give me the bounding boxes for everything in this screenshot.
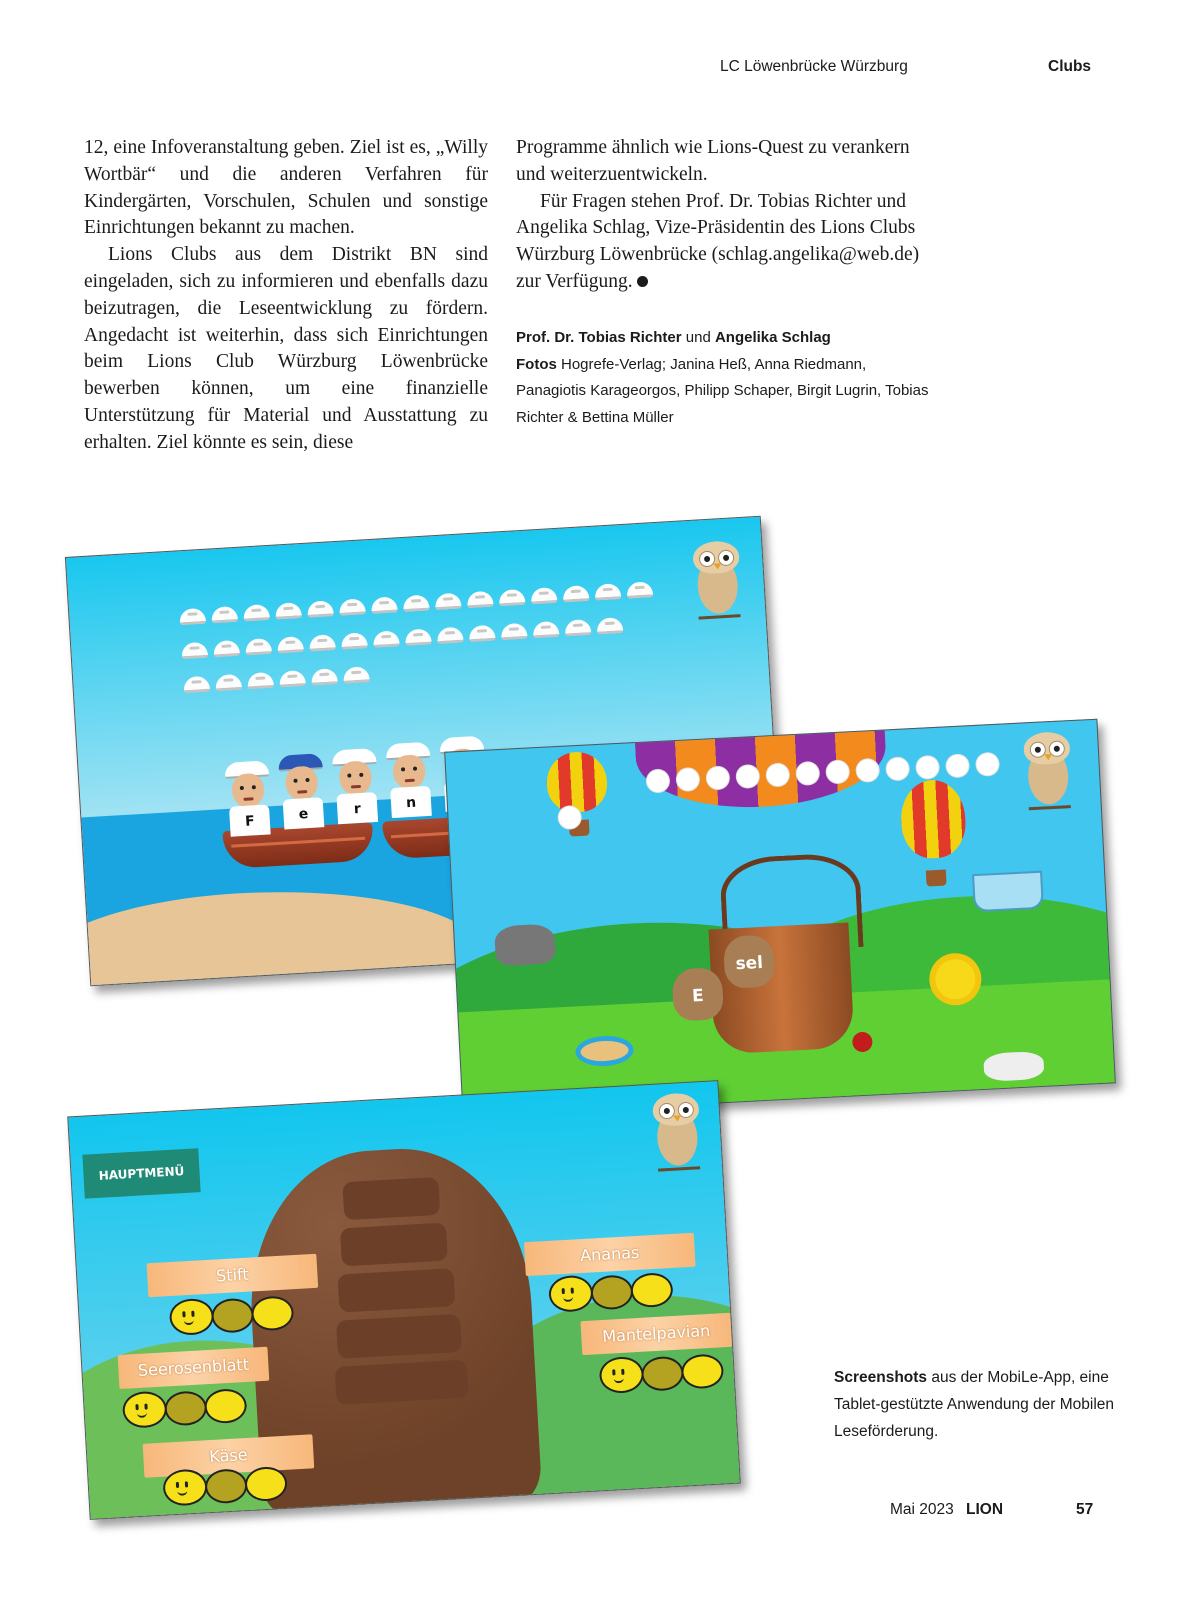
author-name: Prof. Dr. Tobias Richter bbox=[516, 329, 682, 346]
caption-bold: Screenshots bbox=[834, 1369, 928, 1386]
word-sack[interactable]: sel bbox=[723, 934, 776, 988]
boat-letter: e bbox=[298, 806, 309, 823]
hat-icon bbox=[626, 581, 653, 599]
ant-icon[interactable] bbox=[160, 1462, 292, 1503]
end-mark-icon bbox=[637, 276, 648, 287]
hat-icon bbox=[499, 589, 526, 607]
word-sack[interactable]: E bbox=[671, 967, 724, 1021]
hat-icon bbox=[373, 630, 400, 648]
boat-letter: r bbox=[353, 800, 362, 818]
cloud-icon bbox=[856, 759, 879, 782]
hat-icon bbox=[565, 619, 592, 637]
running-header-section: Clubs bbox=[1048, 58, 1092, 75]
hat-icon bbox=[275, 602, 302, 620]
hat-icon bbox=[403, 595, 430, 613]
hat-icon bbox=[179, 608, 206, 626]
article-paragraph: 12, eine Infoveranstaltung geben. Ziel ist es, „Willy Wortbär“ und die anderen Verfahren für Kindergärten, Vorschulen, Schulen und sonstige Einrichtungen bekannt zu machen. bbox=[84, 137, 488, 239]
hat-icon bbox=[371, 596, 398, 614]
footer-issue-date: Mai 2023 bbox=[890, 1501, 954, 1518]
article-paragraph: Programme ähnlich wie Lions-Quest zu verankern und weiterzuentwickeln. bbox=[516, 137, 910, 185]
sailor bbox=[226, 760, 266, 830]
ant-icon[interactable] bbox=[596, 1349, 728, 1390]
hat-icon bbox=[531, 587, 558, 605]
authors-conjunction: und bbox=[685, 329, 711, 346]
ant-word-tag[interactable]: Käse bbox=[143, 1434, 315, 1477]
hat-icon bbox=[469, 625, 496, 643]
photo-credits-label: Fotos bbox=[516, 355, 557, 373]
hat-icon bbox=[245, 638, 272, 656]
photo-credits-text: Hogrefe-Verlag; Janina Heß, Anna Riedmann, Panagiotis Karageorgos, Philipp Schaper, Birgit Lugrin, Tobias Richter & Bettina Müller bbox=[516, 355, 929, 426]
ant-word-tag[interactable]: Stift bbox=[147, 1254, 319, 1297]
cloud-icon bbox=[946, 754, 969, 777]
hat-icon bbox=[215, 674, 242, 692]
hat-icon bbox=[594, 583, 621, 601]
cloud-icon bbox=[916, 756, 939, 779]
hat-icon bbox=[339, 598, 366, 616]
ant-icon[interactable] bbox=[120, 1384, 252, 1425]
hot-air-balloon-icon bbox=[545, 751, 608, 814]
word-slot[interactable] bbox=[340, 1223, 448, 1267]
article-paragraph: Lions Clubs aus dem Distrikt BN sind eingeladen, sich zu informieren und ebenfalls dazu beizutragen, die Leseentwicklung zu fördern. Angedacht ist weiterhin, dass sich Einrichtungen beim Lions Club Würzburg Löwenbrücke bewerben können, um eine finanzielle Unterstützung für Material und Ausstattung zu erhalten. Ziel könnte es sein, diese bbox=[84, 244, 488, 453]
image-caption bbox=[834, 1364, 1134, 1445]
hat-icon bbox=[181, 642, 208, 660]
sailor bbox=[388, 742, 428, 812]
hat-icon bbox=[277, 636, 304, 654]
hat-icon bbox=[307, 600, 334, 618]
authors-line bbox=[516, 325, 936, 352]
footer-magazine-name: LION bbox=[966, 1501, 1004, 1518]
hot-air-balloon-icon bbox=[899, 779, 967, 860]
hat-icon bbox=[405, 628, 432, 646]
hat-icon bbox=[311, 668, 338, 686]
hat-icon bbox=[183, 676, 210, 694]
article-column-2 bbox=[516, 135, 920, 296]
word-slot[interactable] bbox=[342, 1177, 440, 1220]
donkey-icon bbox=[494, 923, 556, 966]
cloud-icon bbox=[886, 757, 909, 780]
hat-icon bbox=[533, 621, 560, 639]
word-slot[interactable] bbox=[336, 1314, 462, 1359]
page-number: 57 bbox=[1076, 1501, 1094, 1518]
sailor bbox=[334, 748, 374, 818]
sailor bbox=[441, 736, 481, 738]
ant-word-tag[interactable]: Seerosenblatt bbox=[118, 1347, 270, 1389]
hat-icon bbox=[437, 627, 464, 645]
owl-icon bbox=[1023, 731, 1073, 813]
hat-icon bbox=[343, 666, 370, 684]
author-name: Angelika Schlag bbox=[714, 329, 831, 346]
boat-letter: n bbox=[405, 794, 417, 812]
ant-word-tag[interactable]: Ananas bbox=[524, 1233, 696, 1276]
bathtub-icon bbox=[972, 871, 1044, 912]
sailor-hats-row bbox=[66, 517, 760, 558]
caption-text: aus der MobiLe-App, eine Tablet-gestützte Anwendung der Mobilen Leseförderung. bbox=[834, 1369, 1115, 1440]
cloud-icon bbox=[976, 753, 999, 776]
owl-icon bbox=[692, 540, 743, 623]
hat-icon bbox=[279, 670, 306, 688]
hat-icon bbox=[211, 606, 238, 624]
app-screenshot-anthill bbox=[67, 1080, 741, 1520]
hat-icon bbox=[467, 591, 494, 609]
hat-icon bbox=[247, 672, 274, 690]
article-column-1 bbox=[84, 135, 488, 457]
hat-icon bbox=[213, 640, 240, 658]
captain-sailor bbox=[280, 753, 320, 823]
word-slot[interactable] bbox=[335, 1360, 469, 1405]
main-menu-button[interactable]: HAUPTMENÜ bbox=[82, 1148, 200, 1198]
boat-letter: F bbox=[244, 813, 256, 830]
ant-icon[interactable] bbox=[167, 1291, 299, 1332]
balloon-basket-icon bbox=[926, 870, 947, 887]
article-paragraph-text: Für Fragen stehen Prof. Dr. Tobias Richter und Angelika Schlag, Vize-Präsidentin des Lions Clubs Würzburg Löwenbrücke (schlag.angelika@web.de) zur Verfügung. bbox=[516, 190, 920, 292]
hat-icon bbox=[562, 585, 589, 603]
word-slot[interactable] bbox=[337, 1268, 455, 1312]
ant-icon[interactable] bbox=[546, 1268, 678, 1309]
app-screenshot-balloon bbox=[444, 719, 1116, 1117]
hat-icon bbox=[243, 604, 270, 622]
hat-icon bbox=[435, 593, 462, 611]
owl-icon bbox=[652, 1092, 702, 1174]
hat-icon bbox=[501, 623, 528, 641]
ant-word-tag[interactable]: Mantelpavian bbox=[580, 1313, 732, 1355]
running-header-club: LC Löwenbrücke Würzburg bbox=[720, 58, 908, 75]
hat-icon bbox=[596, 617, 623, 635]
article-credits bbox=[516, 325, 936, 431]
article-paragraph bbox=[516, 189, 920, 296]
hat-icon bbox=[341, 632, 368, 650]
hat-icon bbox=[309, 634, 336, 652]
photo-credits bbox=[516, 352, 936, 432]
